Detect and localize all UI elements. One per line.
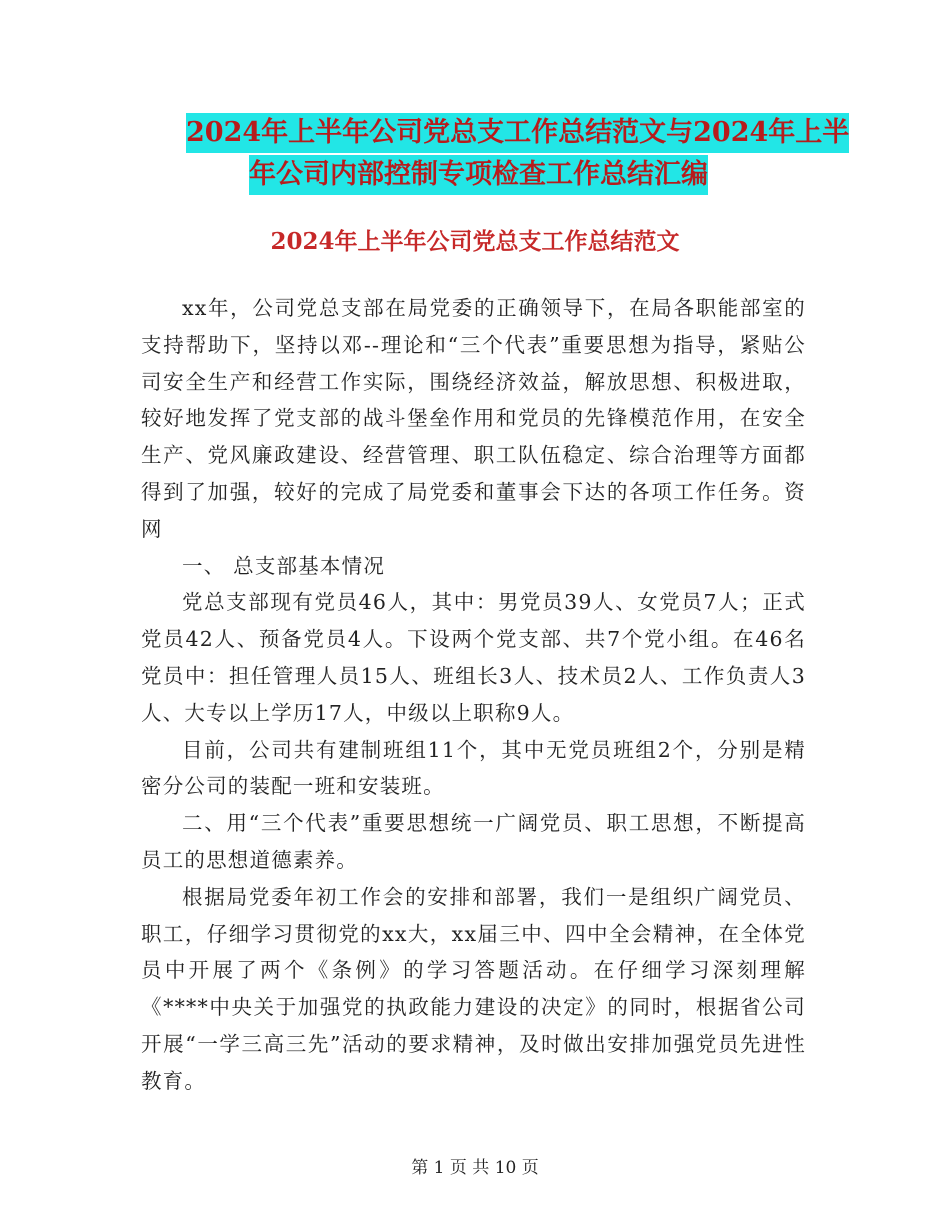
document-body [141, 290, 806, 1100]
paragraph-heading-1: 一、 总支部基本情况 [182, 553, 386, 578]
document-title-line-2: 年公司内部控制专项检查工作总结汇编 [249, 155, 708, 195]
paragraph-teams: 目前，公司共有建制班组11个，其中无党员班组2个，分别是精密分公司的装配一班和安装班。 [141, 737, 806, 799]
paragraph-study: 根据局党委年初工作会的安排和部署，我们一是组织广阔党员、职工，仔细学习贯彻党的xx大，xx届三中、四中全会精神，在全体党员中开展了两个《条例》的学习答题活动。在仔细学习深刻理解《****中央关于加强党的执政能力建设的决定》的同时，根据省公司开展“一学三高三先”活动的要求精神，及时做出安排加强党员先进性教育。 [141, 884, 806, 1093]
paragraph-heading-2: 二、用“三个代表”重要思想统一广阔党员、职工思想，不断提高员工的思想道德素养。 [141, 811, 806, 872]
paragraph-membership: 党总支部现有党员46人，其中：男党员39人、女党员7人；正式党员42人、预备党员4人。下设两个党支部、共7个党小组。在46名党员中：担任管理人员15人、班组长3人、技术员2人、工作负责人3人、大专以上学历17人，中级以上职称9人。 [141, 590, 806, 725]
document-title-line-1: 2024年上半年公司党总支工作总结范文与2024年上半 [186, 113, 849, 153]
page-footer: 第 1 页 共 10 页 [411, 1158, 539, 1178]
section-title: 2024年上半年公司党总支工作总结范文 [270, 228, 680, 255]
paragraph-intro: xx年，公司党总支部在局党委的正确领导下，在局各职能部室的支持帮助下，坚持以邓--理论和“三个代表”重要思想为指导，紧贴公司安全生产和经营工作实际，围绕经济效益，解放思想、积极进取，较好地发挥了党支部的战斗堡垒作用和党员的先锋模范作用，在安全生产、党风廉政建设、经营管理、职工队伍稳定、综合治理等方面都得到了加强，较好的完成了局党委和董事会下达的各项工作任务。资网 [141, 296, 806, 541]
